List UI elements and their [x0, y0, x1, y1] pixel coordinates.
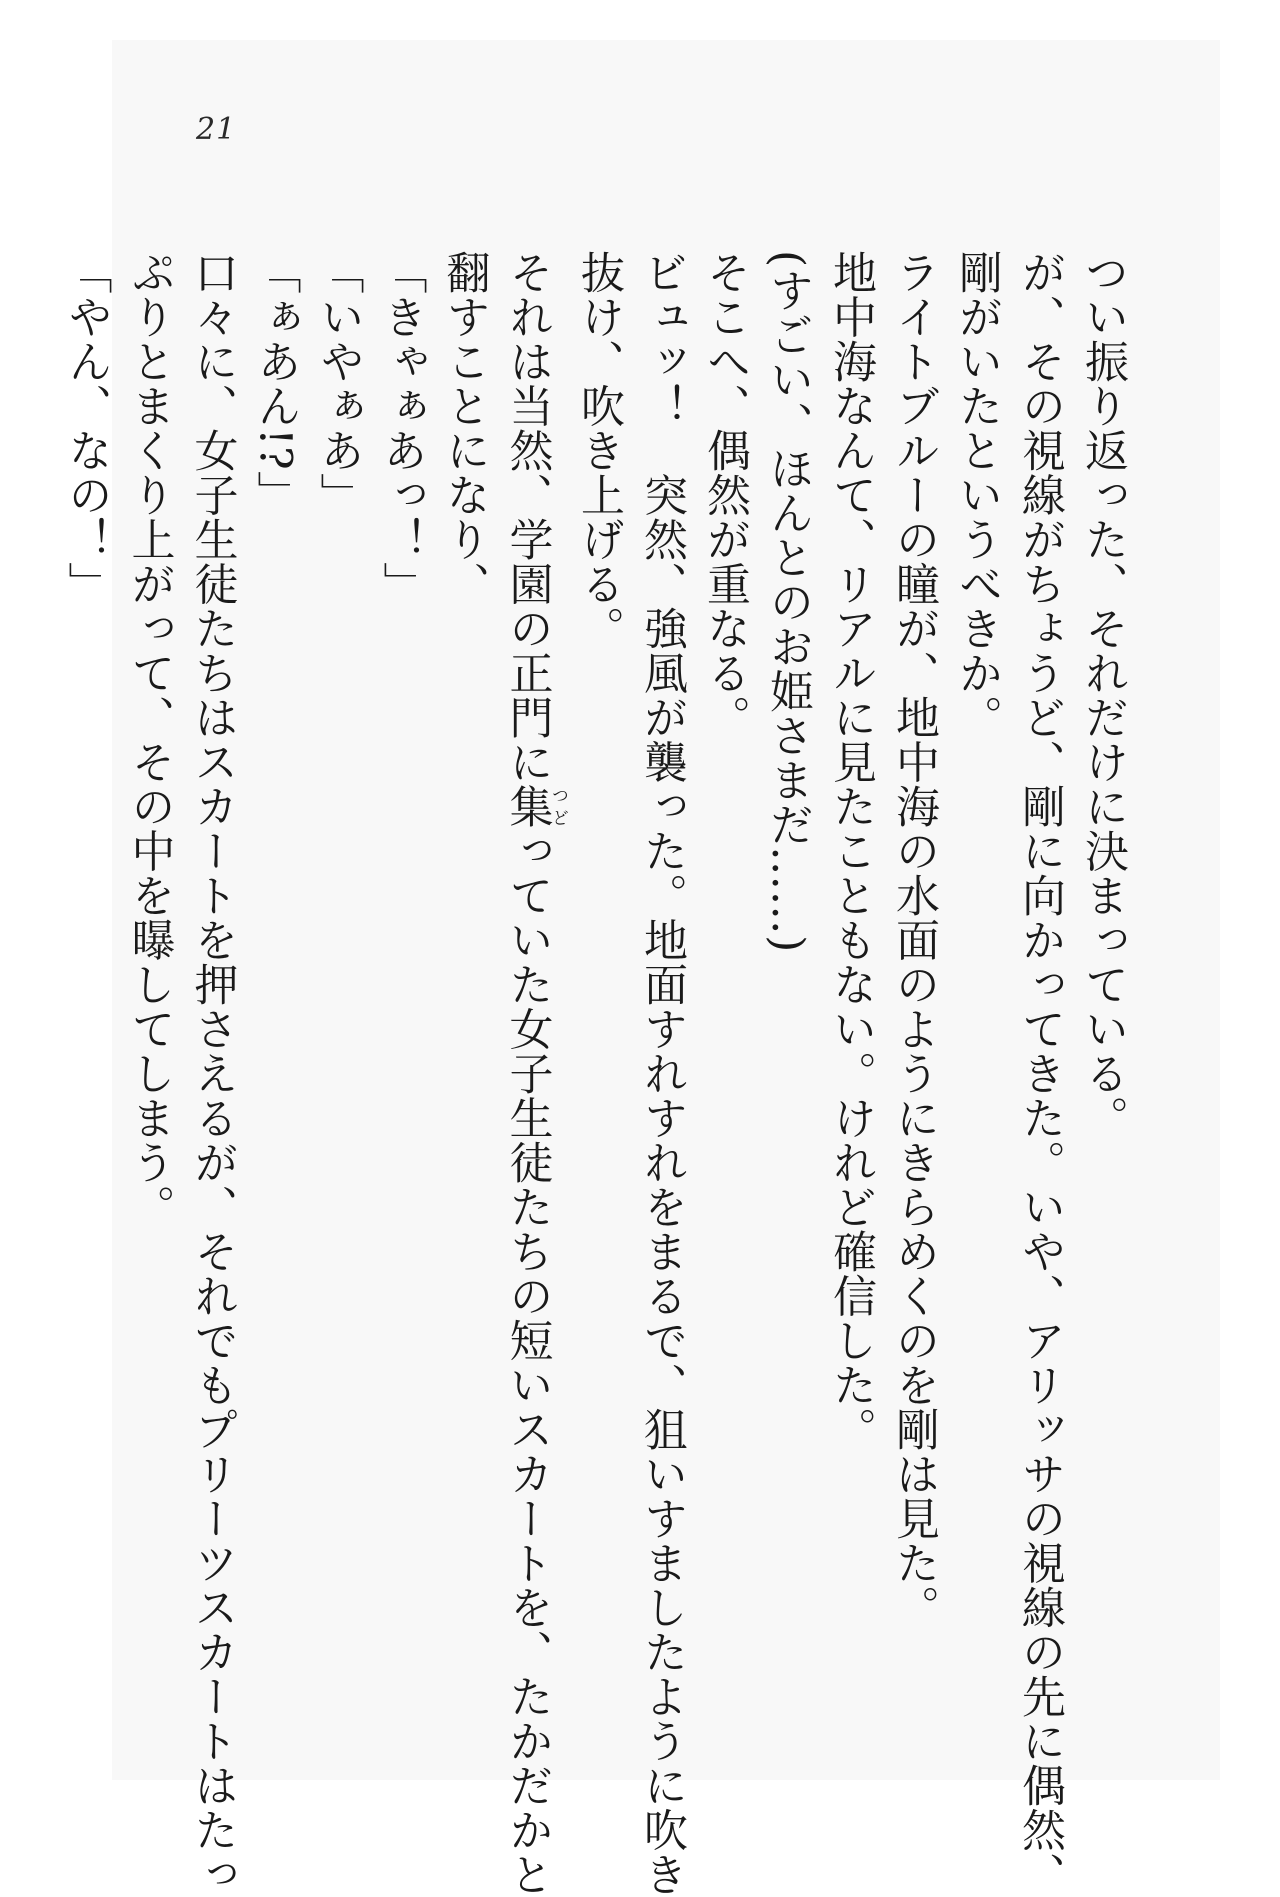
dialogue-line-2: 「いやぁあ」: [312, 250, 364, 517]
ruby-annotation: [501, 784, 568, 829]
text-line-13: ぷりとまくり上がって、その中を曝してしまう。: [123, 250, 175, 1229]
text-line-9: 抜け、吹き上げる。: [573, 250, 624, 651]
text-line-8: ビュッ！ 突然、強風が襲った。地面すれすれをまるで、狙いすましたように吹き: [636, 250, 687, 1897]
text-line-10: [496, 250, 568, 1897]
dialogue-line-3: 「ぁあん!?」: [249, 250, 301, 515]
ruby-reading: つど: [548, 784, 568, 829]
text-line-5: 地中海なんて、リアルに見たこともない。けれど確信した。: [825, 250, 876, 1452]
ruby-base: 集: [501, 784, 553, 829]
text-line-7: そこへ、偶然が重なる。: [699, 250, 750, 740]
text-line-11: 翻すことになり、: [438, 250, 490, 606]
text-line-4: ライトブルーの瞳が、地中海の水面のようにきらめくのを剛は見た。: [888, 250, 939, 1630]
text-line-12: 口々に、女子生徒たちはスカートを押さえるが、それでもプリーツスカートはたっ: [186, 250, 238, 1897]
novel-text-block: [55, 250, 1135, 1897]
text-line-3: 剛がいたというべきか。: [951, 250, 1002, 740]
text-line-1: つい振り返った、それだけに決まっている。: [1077, 250, 1128, 1140]
text-line-2: が、その視線がちょうど、剛に向かってきた。いや、アリッサの視線の先に偶然、: [1014, 250, 1065, 1897]
dialogue-line-4: 「やん、なの！」: [60, 250, 112, 606]
text-line-10-after: っていた女子生徒たちの短いスカートを、たかだかと: [501, 828, 553, 1897]
text-line-10-before: それは当然、学園の正門に: [501, 250, 553, 784]
text-line-6: (すごい、ほんとのお姫さまだ……): [762, 250, 813, 953]
dialogue-line-1: 「きゃぁあっ！」: [375, 250, 427, 606]
page-number: 21: [196, 112, 237, 147]
